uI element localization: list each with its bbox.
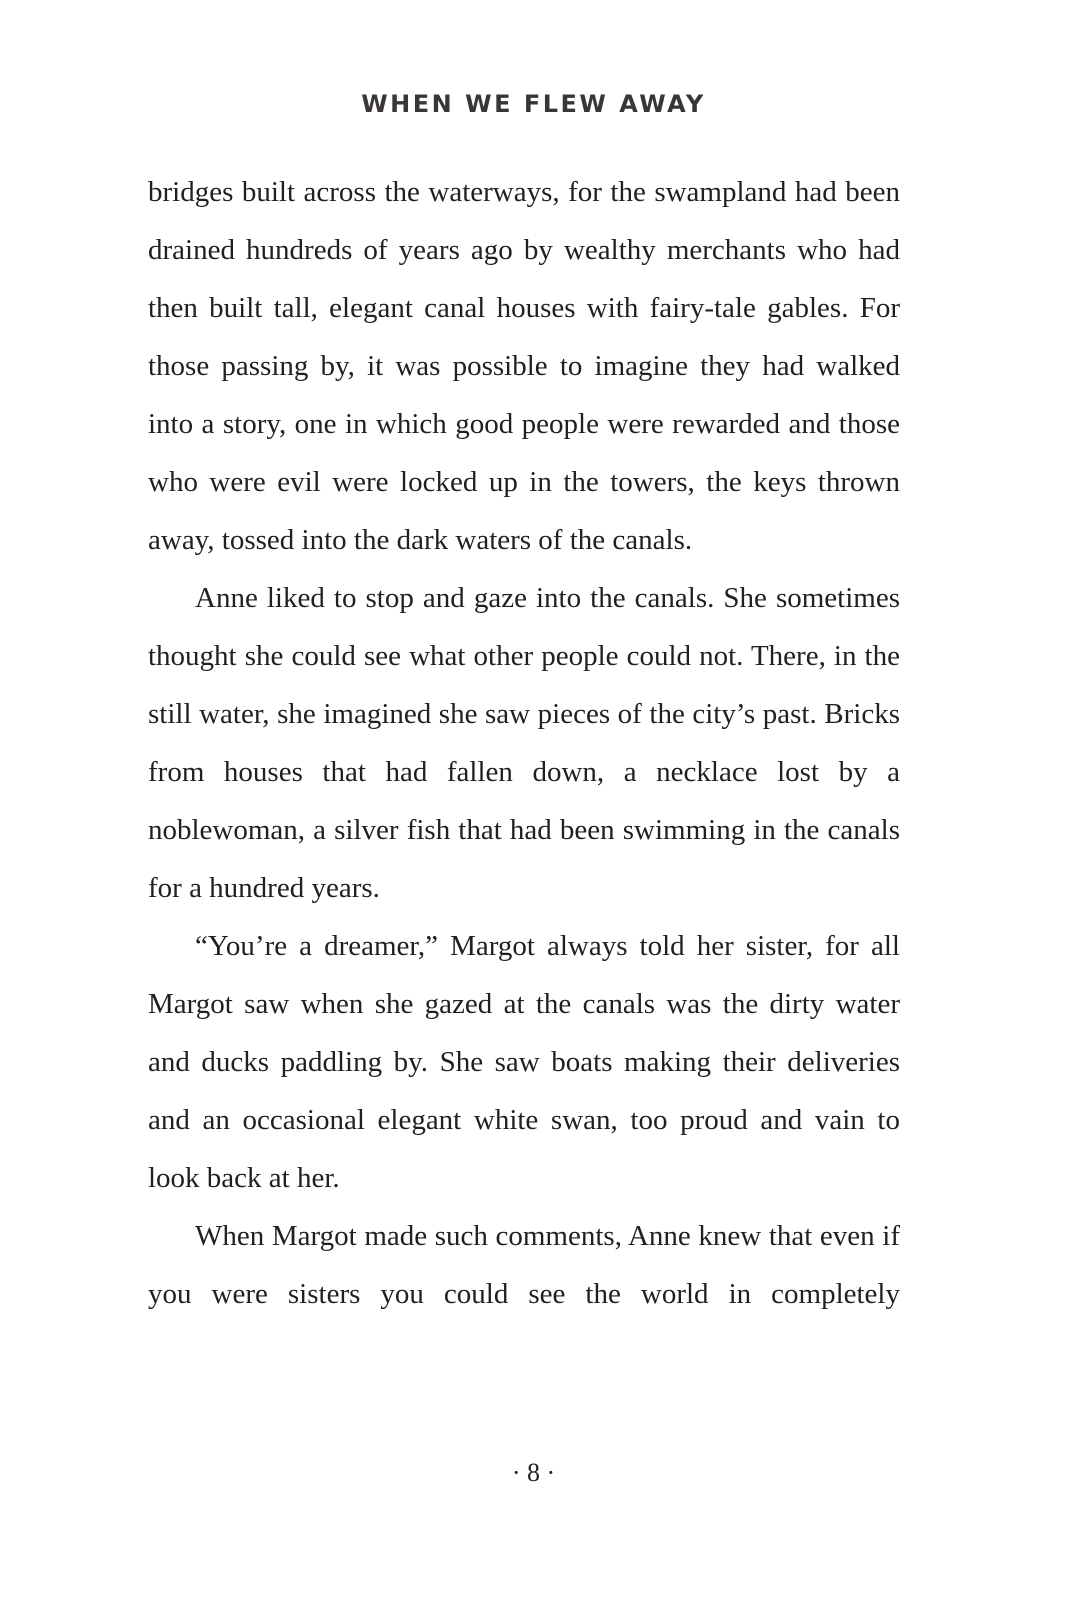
paragraph-1: bridges built across the waterways, for the swampland had been drained hundreds of years ago by wealthy merchants who had then built tall, elegant canal houses with fairy-tale gables. For those passing by, it was possible to imagine they had walked into a story, one in which good people were rewarded and those who were evil were locked up in the towers, the keys thrown away, tossed into the dark waters of the canals. xyxy=(148,176,900,556)
paragraph-3: “You’re a dreamer,” Margot always told her sister, for all Margot saw when she gazed at the canals was the dirty water and ducks paddling by. She saw boats making their deliveries and an occasional elegant white swan, too proud and vain to look back at her. xyxy=(148,930,900,1194)
paragraph-2: Anne liked to stop and gaze into the canals. She sometimes thought she could see what other people could not. There, in the still water, she imagined she saw pieces of the city’s past. Bricks from houses that had fallen down, a necklace lost by a noblewoman, a silver fish that had been swimming in the canals for a hundred years. xyxy=(148,582,900,904)
paragraph-4: When Margot made such comments, Anne knew that even if you were sisters you could see the world in completely xyxy=(148,1220,900,1310)
page-number: · 8 · xyxy=(511,1458,556,1487)
body-text xyxy=(148,163,900,1323)
running-header-title: WHEN WE FLEW AWAY xyxy=(361,90,706,118)
